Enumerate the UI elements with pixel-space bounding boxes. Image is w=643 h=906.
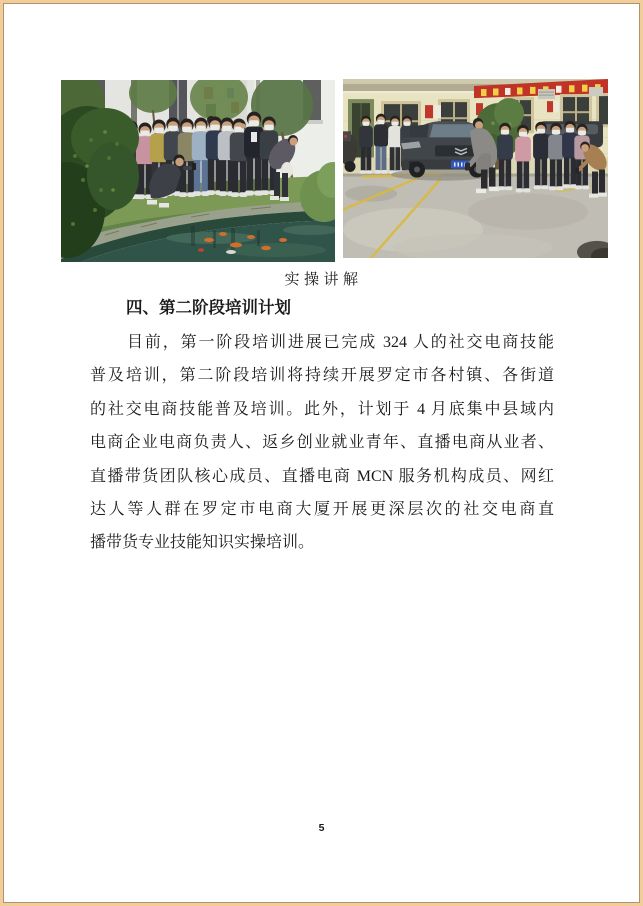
paragraph-line: 目前，第一阶段培训进展已完成 324 人的社交电商技能 [127,334,554,351]
paragraph-line: 普及培训，第二阶段培训将持续开展罗定市各村镇、各街道 [90,367,554,385]
trainee-group [119,112,301,201]
photo-courtyard-illustration [343,79,608,258]
photo-courtyard-training [343,79,608,258]
paragraph [90,326,554,560]
paragraph-line: 的社交电商技能普及培训。此外，计划于 4 月底集中县域内 [90,400,554,418]
paragraph-line: 达人等人群在罗定市电商大厦开展更深层次的社交电商直 [90,500,554,518]
paragraph-line: 播带货专业技能知识实操培训。 [90,534,315,552]
section-heading: 四、第二阶段培训计划 [126,298,291,317]
photo-pond-illustration [61,80,335,262]
phone [465,162,470,170]
page-number: 5 [318,822,325,834]
photo-caption: 实操讲解 [284,272,363,288]
paragraph-line: 直播带货团队核心成员、直播电商 MCN 服务机构成员、网红 [90,467,554,485]
photo-pond-training [61,80,335,262]
paragraph-line: 电商企业电商负责人、返乡创业就业青年、直播电商从业者、 [90,434,554,452]
